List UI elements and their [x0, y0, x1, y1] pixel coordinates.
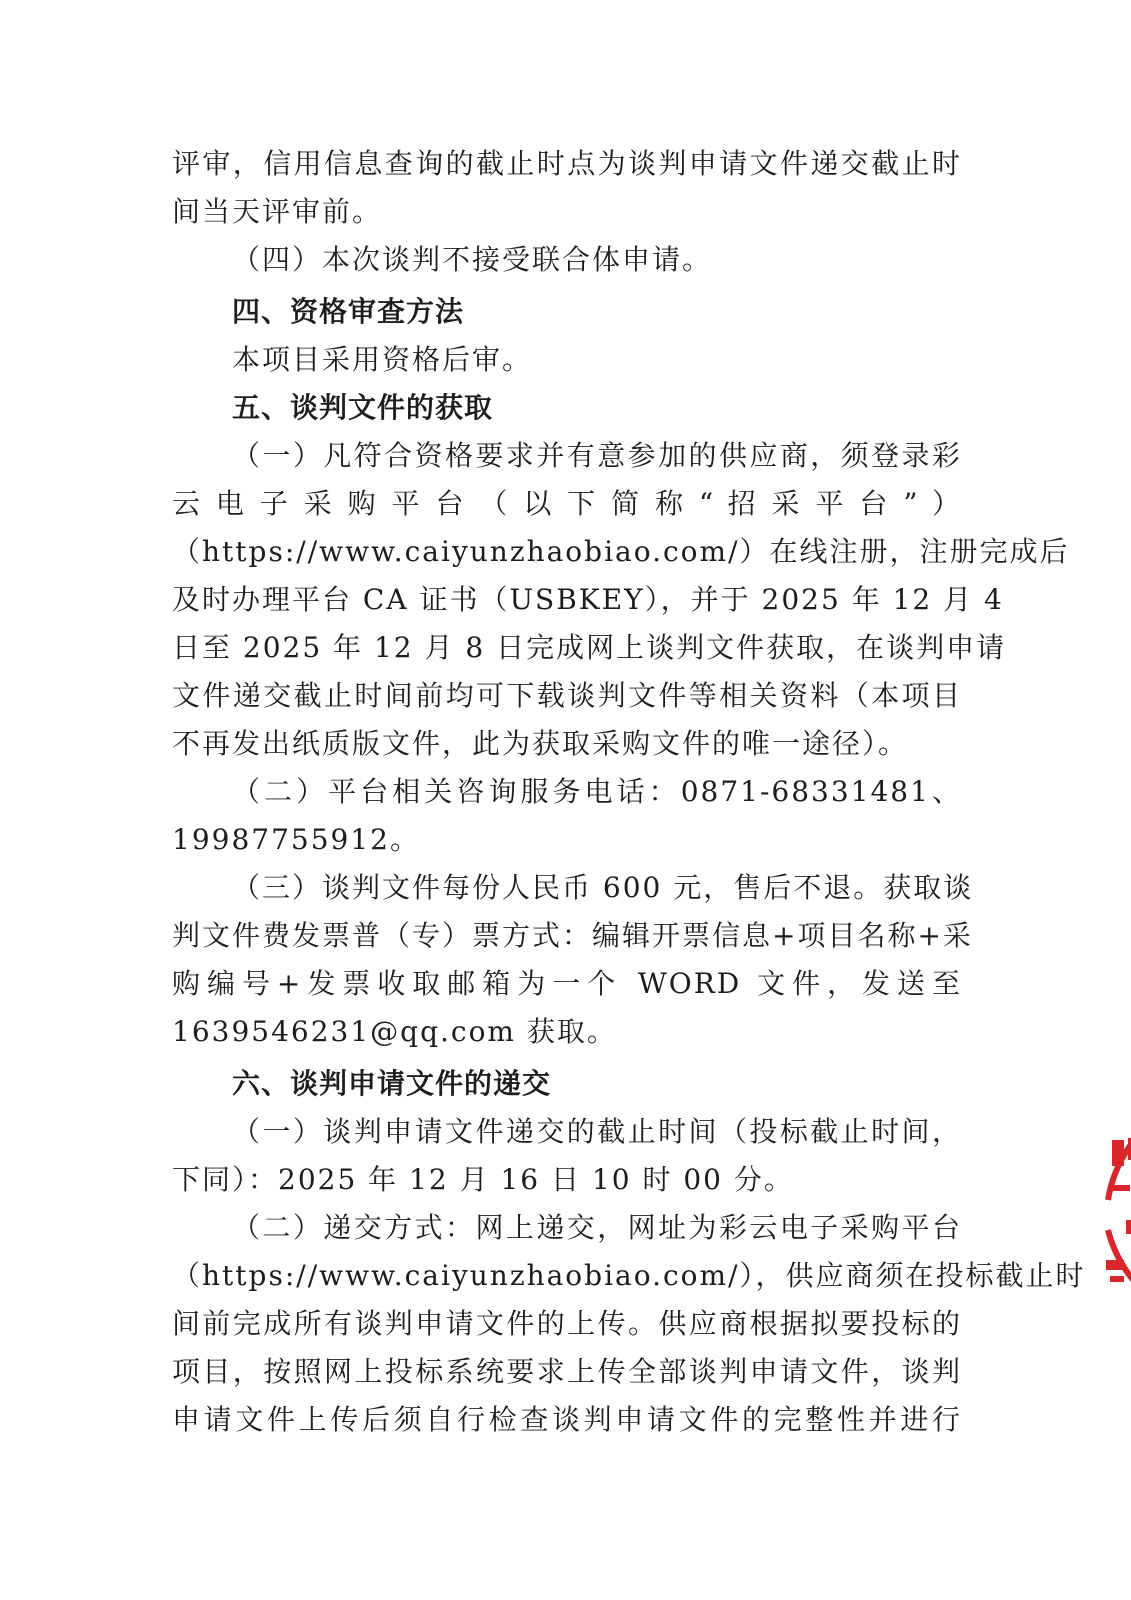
paragraph-line: 间前完成所有谈判申请文件的上传。供应商根据拟要投标的	[172, 1307, 962, 1340]
paragraph-line: 日至 2025 年 12 月 8 日完成网上谈判文件获取，在谈判申请	[172, 631, 1007, 664]
paragraph-line: （二）递交方式：网上递交，网址为彩云电子采购平台	[232, 1211, 962, 1244]
paragraph-line: 文件递交截止时间前均可下载谈判文件等相关资料（本项目	[172, 679, 962, 712]
paragraph-line: （https://www.caiyunzhaobiao.com/）在线注册，注册完成后	[172, 535, 1070, 568]
section-heading: 六、谈判申请文件的递交	[232, 1067, 552, 1100]
paragraph-line: 及时办理平台 CA 证书（USBKEY），并于 2025 年 12 月 4	[172, 583, 1004, 616]
paragraph-line: 购编号+发票收取邮箱为一个 WORD 文件，发送至	[172, 967, 962, 1000]
paragraph-line: （三）谈判文件每份人民币 600 元，售后不退。获取谈	[232, 871, 974, 904]
paragraph-line: 下同）：2025 年 12 月 16 日 10 时 00 分。	[172, 1163, 794, 1196]
paragraph-line: （https://www.caiyunzhaobiao.com/），供应商须在投标截止时	[172, 1259, 1086, 1292]
seal-stamp	[1098, 1100, 1131, 1320]
paragraph-line: 间当天评审前。	[172, 195, 383, 228]
paragraph-line: 云 电 子 采 购 平 台 （ 以 下 简 称 “ 招 采 平 台 ” ）	[172, 487, 962, 520]
paragraph-line: 项目，按照网上投标系统要求上传全部谈判申请文件，谈判	[172, 1355, 962, 1388]
paragraph-line: 评审，信用信息查询的截止时点为谈判申请文件递交截止时	[172, 147, 962, 180]
paragraph-line: （二）平台相关咨询服务电话：0871-68331481、	[232, 775, 962, 808]
section-heading: 五、谈判文件的获取	[232, 391, 494, 424]
paragraph-line: （一）凡符合资格要求并有意参加的供应商，须登录彩	[232, 439, 962, 472]
paragraph-line: 申请文件上传后须自行检查谈判申请文件的完整性并进行	[172, 1403, 962, 1436]
section-heading: 四、资格审查方法	[232, 295, 465, 328]
paragraph-line: 判文件费发票普（专）票方式：编辑开票信息+项目名称+采	[172, 919, 973, 952]
document-body	[172, 140, 1086, 1444]
paragraph-line: 本项目采用资格后审。	[232, 343, 533, 376]
paragraph-line: 19987755912。	[172, 823, 420, 856]
paragraph-line: 1639546231@qq.com 获取。	[172, 1015, 617, 1048]
paragraph-line: （一）谈判申请文件递交的截止时间（投标截止时间，	[232, 1115, 962, 1148]
paragraph-line: （四）本次谈判不接受联合体申请。	[232, 243, 713, 276]
paragraph-line: 不再发出纸质版文件，此为获取采购文件的唯一途径）。	[172, 727, 909, 760]
